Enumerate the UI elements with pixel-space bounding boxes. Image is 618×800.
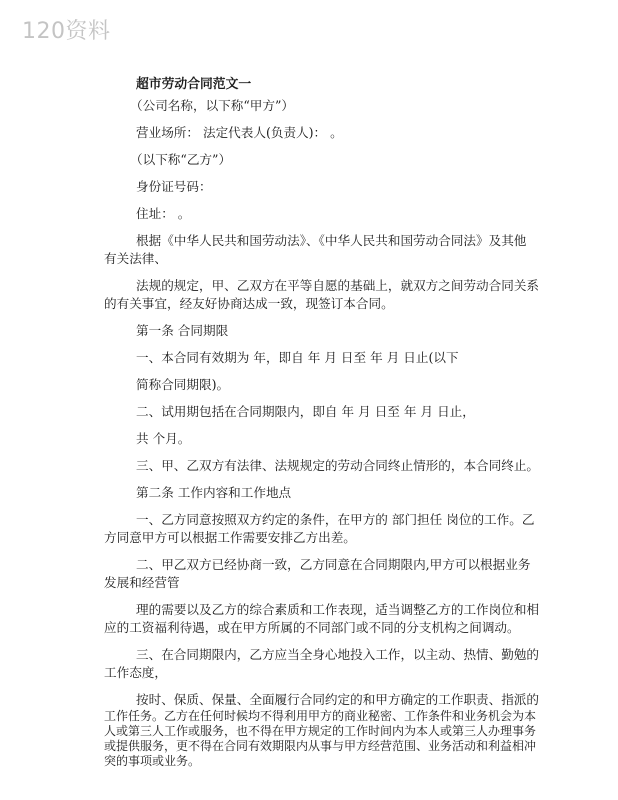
- paragraph-line: 二、试用期包括在合同期限内，即自 年 月 日至 年 月 日止，: [136, 404, 475, 419]
- paragraph-line: 法规的规定，甲、乙双方在平等自愿的基础上，就双方之间劳动合同关系: [136, 278, 539, 293]
- paragraph-line: 二、甲乙双方已经协商一致，乙方同意在合同期限内,甲方可以根据业务: [136, 557, 531, 572]
- paragraph-line: 一、乙方同意按照双方约定的条件，在甲方的 部门担任 岗位的工作。乙: [136, 512, 535, 527]
- paragraph-line: 或提供服务，更不得在合同有效期限内从事与甲方经营范围、业务活动和利益相冲: [104, 739, 537, 753]
- address-line: 住址： 。: [136, 206, 191, 221]
- paragraph-line: 工作任务。乙方在任何时候均不得利用甲方的商业秘密、工作条件和业务机会为本: [104, 709, 537, 723]
- section-heading: 第二条 工作内容和工作地点: [136, 485, 292, 500]
- paragraph-line: 人或第三人工作或服务，也不得在甲方规定的工作时间内为本人或第三人办理事务: [104, 724, 537, 738]
- watermark-logo: 120资料: [22, 19, 111, 44]
- paragraph-line: 根据《中华人民共和国劳动法》、《中华人民共和国劳动合同法》及其他: [136, 233, 527, 248]
- party-a-line: （公司名称，以下称“甲方”）: [130, 98, 295, 113]
- paragraph-line: 的有关事宜，经友好协商达成一致，现签订本合同。: [104, 296, 394, 311]
- paragraph-line: 发展和经营管: [104, 575, 180, 590]
- paragraph-line: 工作态度，: [104, 665, 167, 680]
- party-b-line: （以下称“乙方”）: [130, 152, 232, 167]
- paragraph-line: 方同意甲方可以根据工作需要安排乙方出差。: [104, 530, 356, 545]
- paragraph-line: 简称合同期限)。: [136, 377, 230, 392]
- id-number-line: 身份证号码：: [136, 179, 212, 194]
- paragraph-line: 突的事项或业务。: [104, 754, 201, 768]
- paragraph-line: 共 个月。: [136, 431, 191, 446]
- paragraph-line: 一、本合同有效期为 年，即自 年 月 日至 年 月 日止(以下: [136, 350, 459, 365]
- paragraph-line: 按时、保质、保量、全面履行合同约定的和甲方确定的工作职责、指派的: [136, 692, 539, 707]
- business-address-line: 营业场所： 法定代表人(负责人)： 。: [136, 125, 343, 140]
- paragraph-line: 三、甲、乙双方有法律、法规规定的劳动合同终止情形的，本合同终止。: [136, 458, 539, 473]
- paragraph-line: 有关法律、: [104, 251, 167, 266]
- document-title: 超市劳动合同范文一: [136, 77, 252, 92]
- section-heading: 第一条 合同期限: [136, 323, 229, 338]
- paragraph-line: 应的工资福利待遇，或在甲方所属的不同部门或不同的分支机构之间调动。: [104, 620, 520, 635]
- paragraph-line: 理的需要以及乙方的综合素质和工作表现，适当调整乙方的工作岗位和相: [136, 602, 539, 617]
- paragraph-line: 三、在合同期限内，乙方应当全身心地投入工作，以主动、热情、勤勉的: [136, 647, 539, 662]
